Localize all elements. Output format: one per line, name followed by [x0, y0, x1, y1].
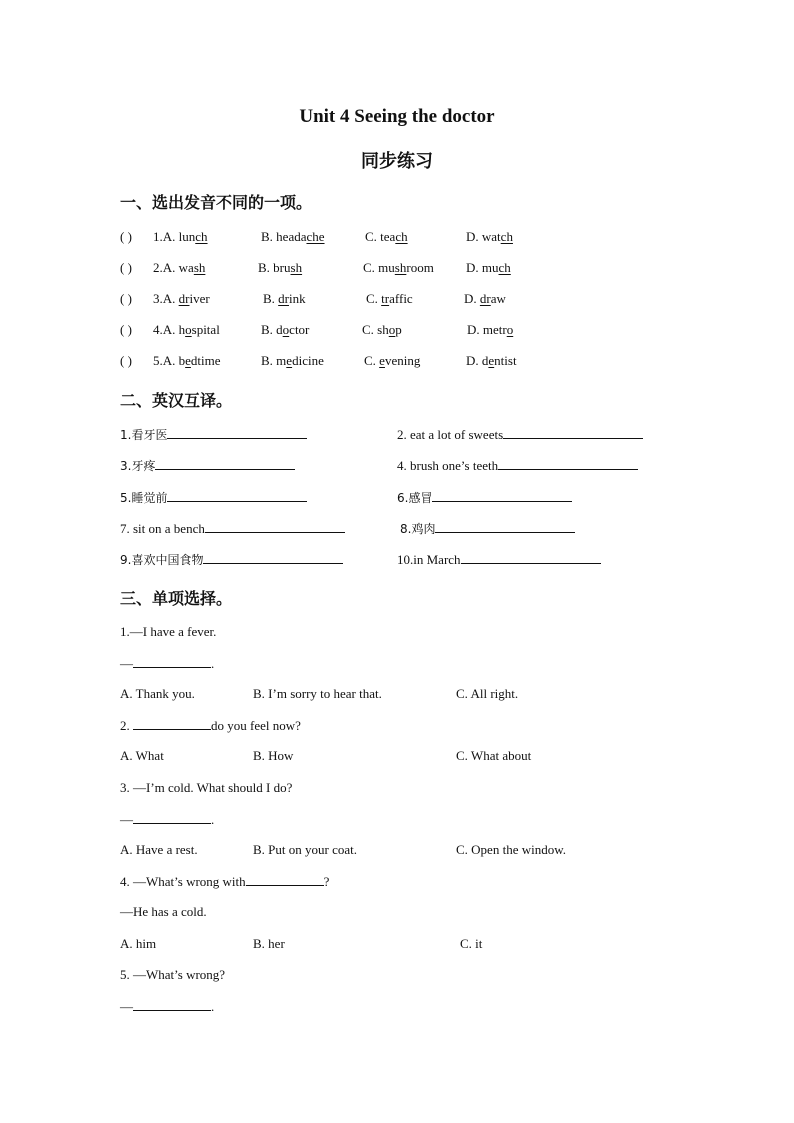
q5-option-d: D. dentist [466, 353, 517, 368]
translation-item-9: 9.喜欢中国食物 [120, 551, 343, 568]
question-1-answer-line: — . [120, 656, 215, 671]
q3-option-d: D. draw [464, 291, 506, 306]
q2-option-c: C. mushroom [363, 260, 434, 275]
answer-blank[interactable] [167, 489, 307, 502]
answer-blank[interactable] [503, 426, 643, 439]
translation-item-10: 10.in March [397, 551, 601, 568]
q3-option-c[interactable]: C. Open the window. [456, 842, 567, 857]
q4-option-a[interactable]: A. him [120, 936, 157, 951]
q4-option-d: D. metro [467, 322, 514, 337]
q1-option-c: C. teach [365, 229, 408, 244]
answer-blank[interactable] [435, 520, 575, 533]
q1-option-a: 1.A. lunch [153, 229, 208, 244]
translation-item-1: 1.看牙医 [120, 426, 307, 443]
q3-option-b[interactable]: B. Put on your coat. [253, 842, 357, 857]
question-5: 5. —What’s wrong? [120, 967, 226, 982]
q1-option-b[interactable]: B. I’m sorry to hear that. [253, 686, 382, 701]
translation-item-4: 4. brush one’s teeth [397, 457, 638, 474]
translation-item-7: 7. sit on a bench [120, 520, 345, 537]
question-4: 4. —What’s wrong with ? [120, 874, 330, 889]
q5-option-c: C. evening [364, 353, 421, 368]
q4-option-a: 4.A. hospital [153, 322, 220, 337]
section-2-heading: 二、英汉互译。 [120, 391, 233, 410]
answer-paren[interactable]: ( ) [120, 353, 132, 368]
q5-option-b: B. medicine [261, 353, 324, 368]
question-3-answer-line: — . [120, 812, 215, 827]
q2-option-a[interactable]: A. What [120, 748, 164, 763]
answer-blank[interactable] [133, 811, 211, 824]
answer-blank[interactable] [205, 520, 345, 533]
q3-option-c: C. traffic [366, 291, 413, 306]
question-5-answer-line: — . [120, 999, 215, 1014]
answer-paren[interactable]: ( ) [120, 229, 132, 244]
question-4-answer: —He has a cold. [120, 904, 207, 919]
translation-item-5: 5.睡觉前 [120, 489, 307, 506]
q1-option-a[interactable]: A. Thank you. [120, 686, 195, 701]
q3-option-a[interactable]: A. Have a rest. [120, 842, 198, 857]
section-1-heading: 一、选出发音不同的一项。 [120, 193, 313, 212]
q1-option-d: D. watch [466, 229, 513, 244]
answer-paren[interactable]: ( ) [120, 322, 132, 337]
q2-option-d: D. much [466, 260, 511, 275]
answer-paren[interactable]: ( ) [120, 260, 132, 275]
answer-blank[interactable] [203, 551, 343, 564]
q1-option-b: B. headаche [261, 229, 325, 244]
q4-option-c[interactable]: C. it [460, 936, 483, 951]
answer-blank[interactable] [133, 717, 211, 730]
question-2: 2. do you feel now? [120, 718, 301, 733]
question-1: 1.—I have a fever. [120, 624, 217, 639]
section-3-heading: 三、单项选择。 [120, 589, 233, 608]
page-title: Unit 4 Seeing the doctor [299, 106, 495, 127]
answer-blank[interactable] [133, 998, 211, 1011]
page-subtitle: 同步练习 [361, 151, 433, 172]
q2-option-b[interactable]: B. How [253, 748, 294, 763]
q3-option-a: 3.A. driver [153, 291, 210, 306]
question-3: 3. —I’m cold. What should I do? [120, 780, 293, 795]
answer-blank[interactable] [246, 873, 324, 886]
q4-option-c: C. shop [362, 322, 402, 337]
answer-paren[interactable]: ( ) [120, 291, 132, 306]
q4-option-b[interactable]: B. her [253, 936, 285, 951]
q2-option-c[interactable]: C. What about [456, 748, 532, 763]
translation-item-8: 8.鸡肉 [400, 520, 575, 537]
answer-blank[interactable] [133, 655, 211, 668]
q1-option-c[interactable]: C. All right. [456, 686, 519, 701]
translation-item-2: 2. eat a lot of sweets [397, 426, 643, 443]
q5-option-a: 5.A. bedtime [153, 353, 221, 368]
answer-blank[interactable] [498, 457, 638, 470]
answer-blank[interactable] [461, 551, 601, 564]
answer-blank[interactable] [432, 489, 572, 502]
answer-blank[interactable] [155, 457, 295, 470]
q4-option-b: B. doctor [261, 322, 310, 337]
q2-option-b: B. brush [258, 260, 303, 275]
translation-item-6: 6.感冒 [397, 489, 572, 506]
answer-blank[interactable] [167, 426, 307, 439]
q3-option-b: B. drink [263, 291, 306, 306]
q2-option-a: 2.A. wash [153, 260, 206, 275]
translation-item-3: 3.牙疼 [120, 457, 295, 474]
